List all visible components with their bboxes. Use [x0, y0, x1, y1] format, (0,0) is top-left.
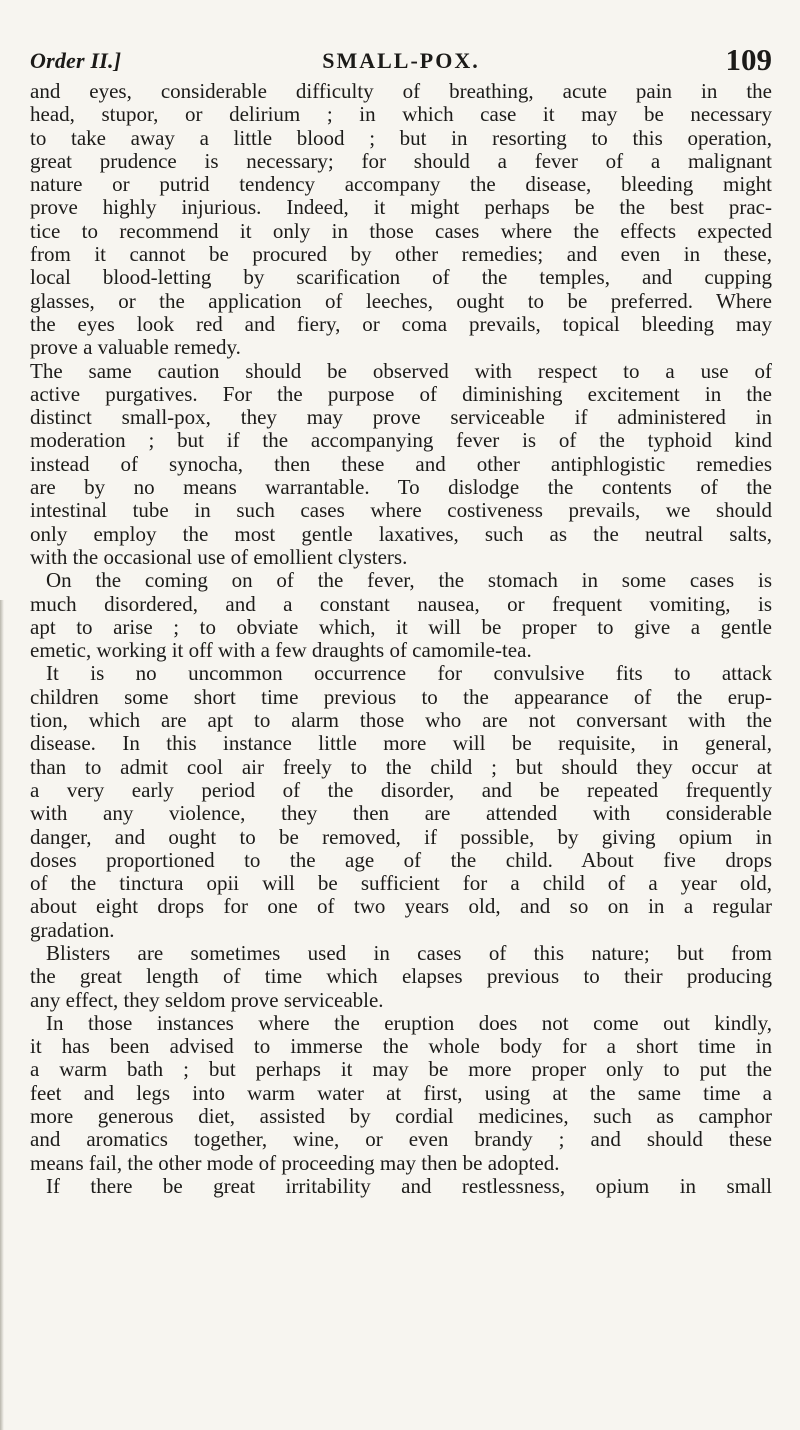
text-line: apt to arise ; to obviate which, it will be proper to give a gentle — [30, 614, 772, 639]
text-line: prove a valuable remedy. — [30, 335, 241, 360]
text-line: On the coming on of the fever, the stomach in some cases is — [46, 568, 772, 593]
text-line: nature or putrid tendency accompany the disease, bleeding might — [30, 172, 772, 197]
text-line: the great length of time which elapses previous to their producing — [30, 964, 772, 989]
text-line: It is no uncommon occurrence for convulsive fits to attack — [46, 661, 772, 686]
running-head-section: Order II.] — [30, 48, 122, 73]
text-line: about eight drops for one of two years old, and so on in a regular — [30, 894, 772, 919]
text-line: The same caution should be observed with respect to a use of — [30, 358, 772, 383]
text-line: more generous diet, assisted by cordial medicines, such as camphor — [30, 1104, 772, 1129]
running-head-title: SMALL-POX. — [322, 48, 480, 73]
text-line: to take away a little blood ; but in resorting to this operation, — [30, 125, 772, 150]
text-line: glasses, or the application of leeches, ought to be preferred. Where — [30, 288, 772, 313]
text-line: feet and legs into warm water at first, using at the same time a — [30, 1080, 772, 1105]
text-line: great prudence is necessary; for should a fever of a malignant — [30, 148, 772, 173]
text-line: tice to recommend it only in those cases where the effects expected — [30, 218, 772, 243]
text-line: tion, which are apt to alarm those who are not conversant with the — [30, 708, 772, 733]
body-text — [30, 80, 772, 1198]
text-line: local blood-letting by scarification of the temples, and cupping — [30, 265, 772, 290]
text-line: any effect, they seldom prove serviceable. — [30, 987, 384, 1012]
text-line: emetic, working it off with a few draughts of camomile-tea. — [30, 638, 532, 663]
page-number: 109 — [725, 42, 772, 77]
text-line: distinct small-pox, they may prove serviceable if administered in — [30, 405, 772, 430]
text-line: than to admit cool air freely to the child ; but should they occur at — [30, 754, 772, 779]
running-head — [30, 42, 772, 82]
text-line: If there be great irritability and restlessness, opium in small — [46, 1173, 772, 1198]
text-line: much disordered, and a constant nausea, or frequent vomiting, is — [30, 591, 772, 616]
text-line: In those instances where the eruption does not come out kindly, — [46, 1010, 772, 1035]
binding-edge-shadow — [0, 600, 4, 1430]
text-line: are by no means warrantable. To dislodge the contents of the — [30, 475, 772, 500]
text-line: it has been advised to immerse the whole body for a short time in — [30, 1034, 772, 1059]
text-line: disease. In this instance little more will be requisite, in general, — [30, 731, 772, 756]
text-line: children some short time previous to the appearance of the erup- — [30, 684, 772, 709]
text-line: Blisters are sometimes used in cases of this nature; but from — [46, 940, 772, 965]
text-line: means fail, the other mode of proceeding may then be adopted. — [30, 1150, 560, 1175]
text-line: and eyes, considerable difficulty of breathing, acute pain in the — [30, 79, 772, 103]
text-line: moderation ; but if the accompanying fever is of the typhoid kind — [30, 428, 772, 453]
text-line: danger, and ought to be removed, if possible, by giving opium in — [30, 824, 772, 849]
text-line: with any violence, they then are attended with considerable — [30, 801, 772, 826]
text-line: of the tinctura opii will be sufficient for a child of a year old, — [30, 871, 772, 896]
text-line: and aromatics together, wine, or even brandy ; and should these — [30, 1127, 772, 1152]
text-line: intestinal tube in such cases where costiveness prevails, we should — [30, 498, 772, 523]
text-line: from it cannot be procured by other remedies; and even in these, — [30, 242, 772, 267]
text-line: only employ the most gentle laxatives, such as the neutral salts, — [30, 521, 772, 546]
text-line: instead of synocha, then these and other antiphlogistic remedies — [30, 451, 772, 476]
text-line: the eyes look red and fiery, or coma prevails, topical bleeding may — [30, 311, 772, 336]
text-line: a very early period of the disorder, and be repeated frequently — [30, 777, 772, 802]
text-line: with the occasional use of emollient clysters. — [30, 544, 408, 569]
text-line: gradation. — [30, 917, 115, 942]
text-line: a warm bath ; but perhaps it may be more proper only to put the — [30, 1057, 772, 1082]
text-line: doses proportioned to the age of the child. About five drops — [30, 847, 772, 872]
text-line: active purgatives. For the purpose of diminishing excitement in the — [30, 381, 772, 406]
text-line: prove highly injurious. Indeed, it might perhaps be the best prac- — [30, 195, 772, 220]
text-line: head, stupor, or delirium ; in which case it may be necessary — [30, 102, 772, 127]
